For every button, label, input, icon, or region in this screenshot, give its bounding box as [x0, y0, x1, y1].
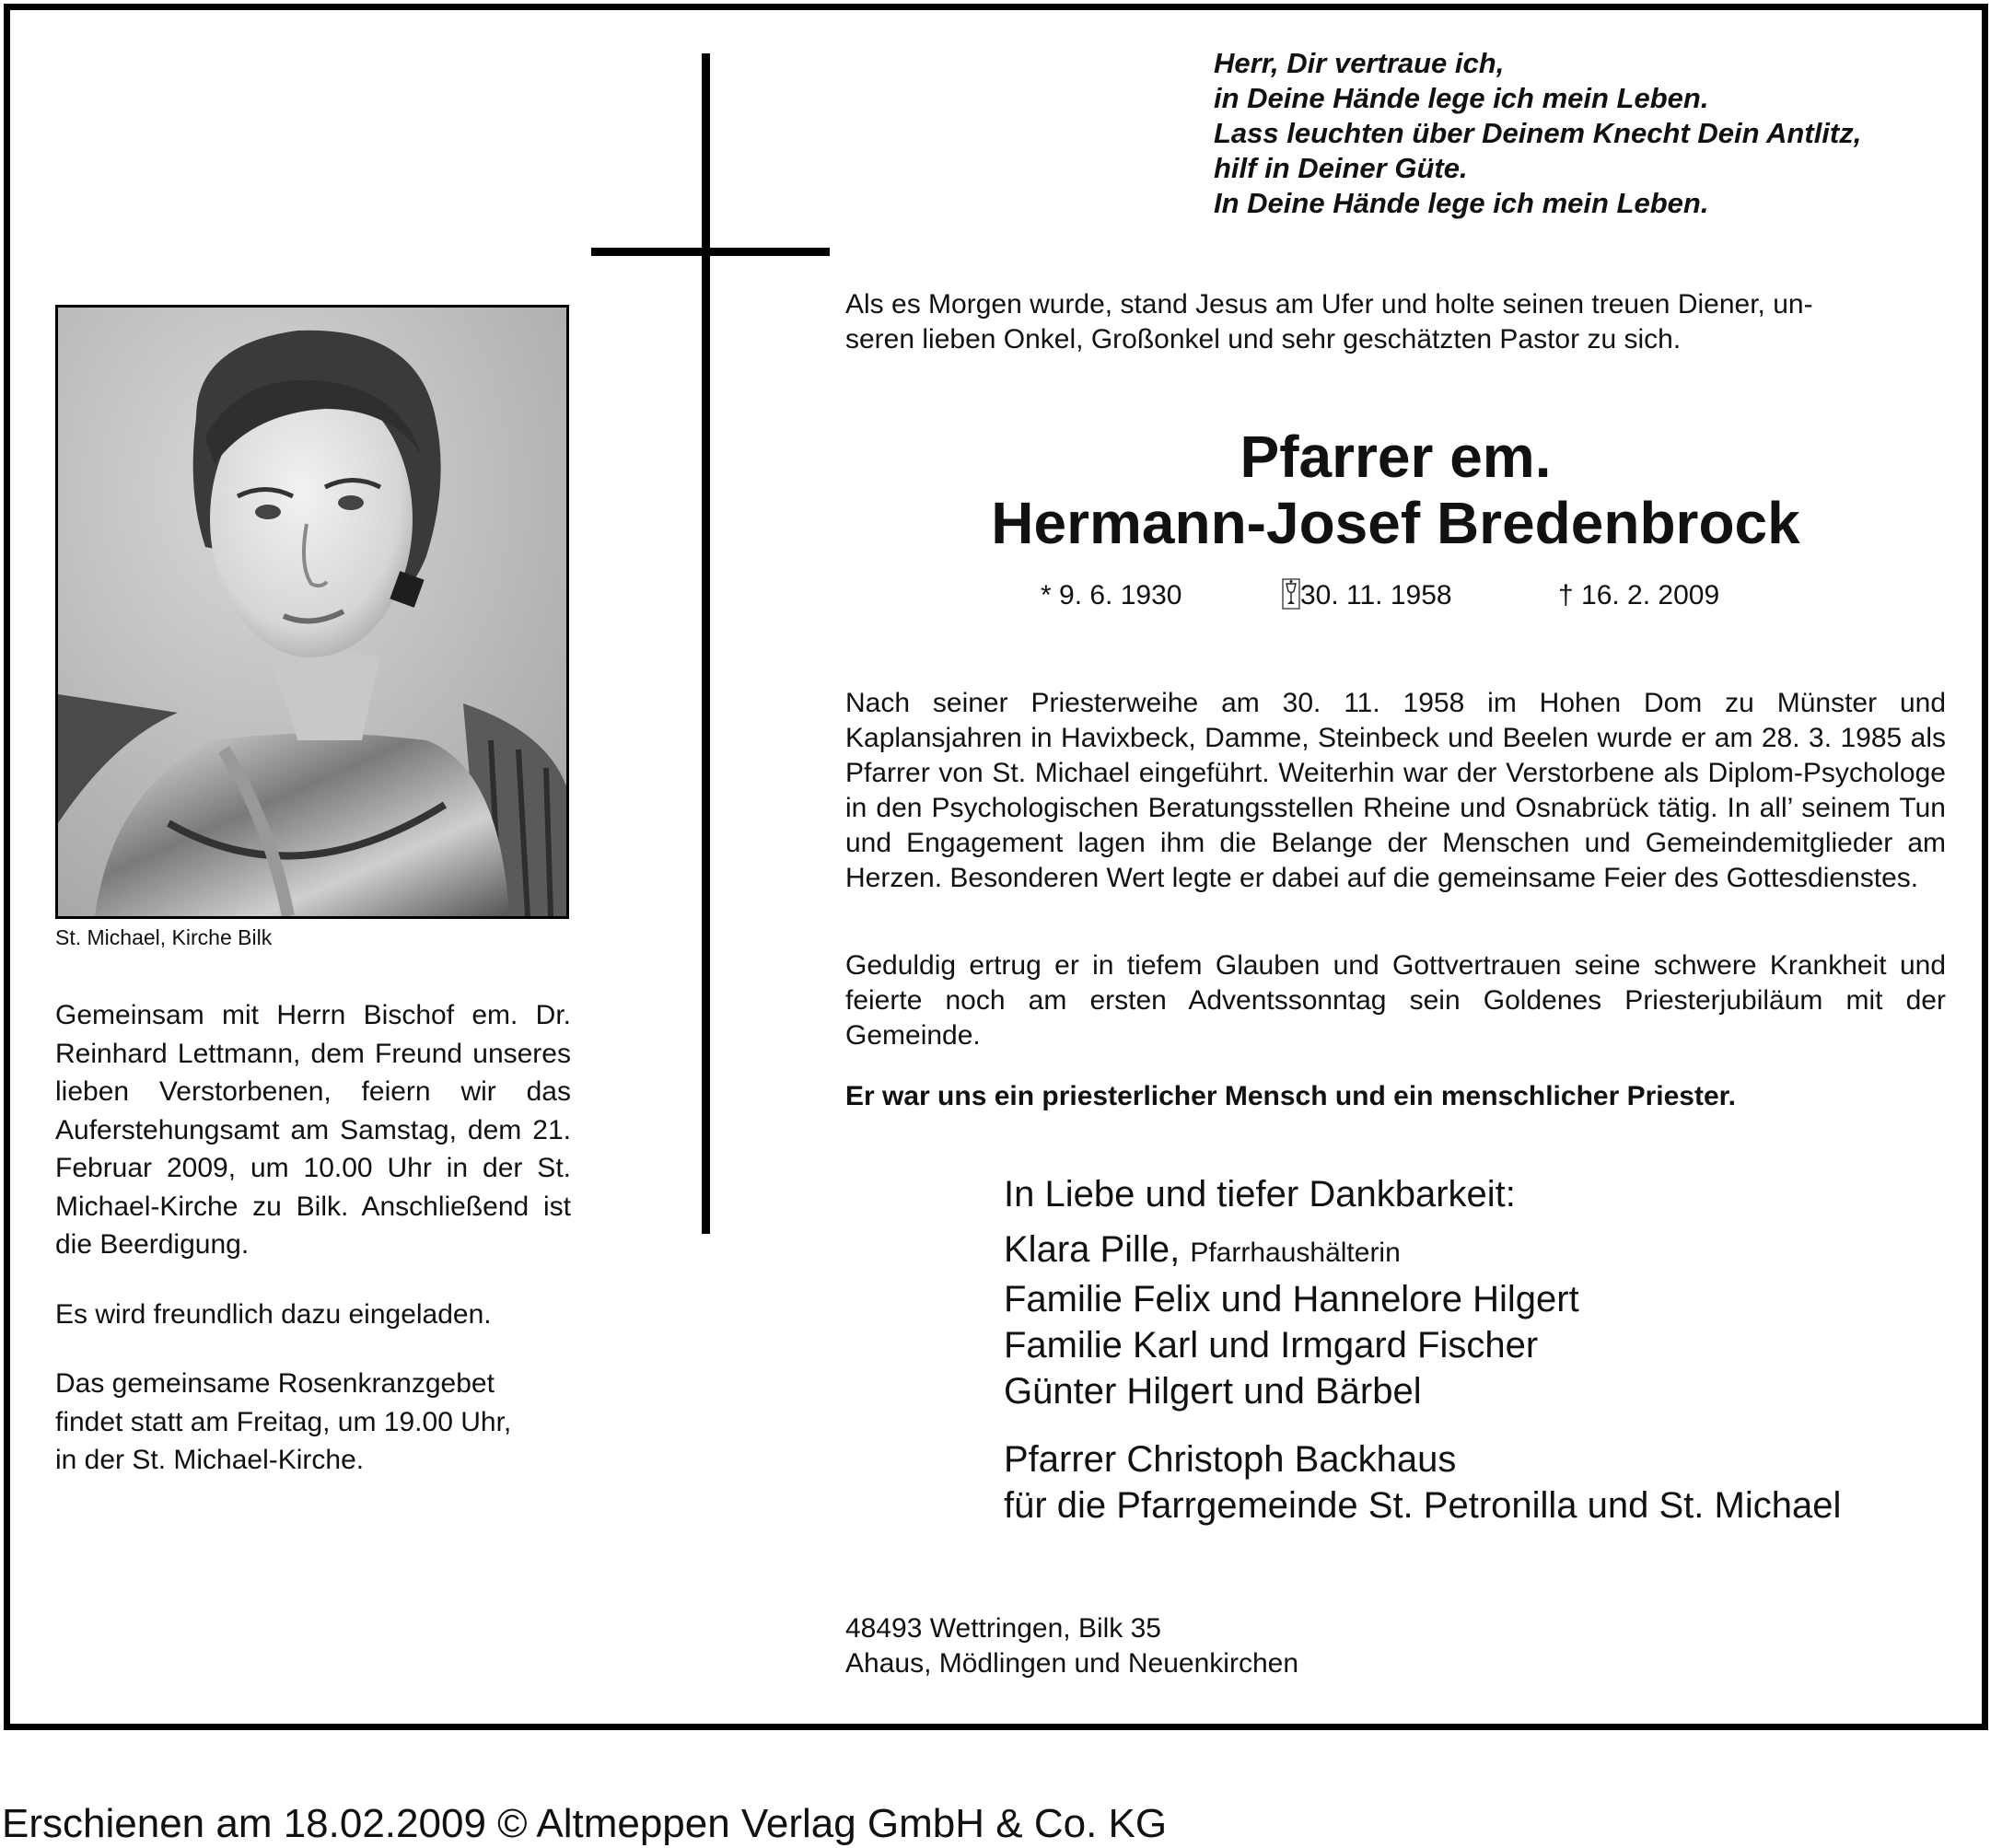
cross-vertical-bar: [702, 53, 710, 1234]
signer-line: Familie Felix und Hannelore Hilgert: [1004, 1279, 1579, 1319]
signer-line: Pfarrer Christoph Backhaus: [1004, 1439, 1457, 1480]
name-line: Hermann-Josef Bredenbrock: [991, 490, 1800, 556]
signer-line: [1004, 1226, 1841, 1276]
verse-line: In Deine Hände lege ich mein Leben.: [1214, 187, 1709, 219]
signer-line: für die Pfarrgemeinde St. Petronilla und St. Michael: [1004, 1485, 1842, 1526]
intro-line: seren lieben Onkel, Großonkel und sehr geschätzten Pastor zu sich.: [845, 324, 1682, 354]
intro-text: [845, 287, 1946, 357]
statue-image: [58, 308, 566, 916]
chalice-icon: [1282, 578, 1300, 613]
verse-line: Lass leuchten über Deinem Knecht Dein Antlitz,: [1214, 117, 1862, 149]
deceased-name: [845, 424, 1946, 556]
signer-line: Günter Hilgert und Bärbel: [1004, 1371, 1422, 1412]
title-line: Pfarrer em.: [1240, 424, 1552, 490]
address-block: [845, 1611, 1298, 1681]
biography-paragraph: Nach seiner Priesterweihe am 30. 11. 1958 im Hohen Dom zu Münster und Kaplansjahren in Havixbeck, Damme, Steinbeck und Beelen wurde er am 28. 3. 1985 als Pfarrer von St. Michael eingeführt. Weiterhin war der Verstorbene als Diplom-Psychologe in den Psychologischen Beratungsstellen Rheine und Osnabrück tätig. In all’ seinem Tun und Engagement lagen ihm die Belange der Menschen und Gemeindemitglieder am Herzen. Besonderen Wert legte er dabei auf die gemeinsame Feier des Gottesdienstes.: [845, 688, 1946, 893]
rosary-line: in der St. Michael-Kirche.: [55, 1445, 365, 1475]
intro-line: Als es Morgen wurde, stand Jesus am Ufer und holte seinen treuen Diener, un-: [845, 289, 1813, 320]
address-line: Ahaus, Mödlingen und Neuenkirchen: [845, 1648, 1298, 1679]
signer-name: Klara Pille,: [1004, 1229, 1181, 1270]
invitation-text: Es wird freundlich dazu eingeladen.: [55, 1298, 492, 1330]
rosary-line: findet statt am Freitag, um 19.00 Uhr,: [55, 1406, 512, 1437]
birth-date: * 9. 6. 1930: [1041, 580, 1182, 610]
service-info: [55, 996, 571, 1511]
ordination-date: 30. 11. 1958: [1300, 580, 1452, 610]
photo-caption: St. Michael, Kirche Bilk: [55, 925, 273, 949]
signer-line: Familie Karl und Irmgard Fischer: [1004, 1325, 1539, 1366]
signers-heading: In Liebe und tiefer Dankbarkeit:: [1004, 1174, 1516, 1215]
verse-line: Herr, Dir vertraue ich,: [1214, 47, 1505, 79]
bible-verse: [1214, 46, 1861, 221]
verse-line: in Deine Hände lege ich mein Leben.: [1214, 82, 1709, 114]
rosary-info: [55, 1365, 571, 1480]
motto-line: Er war uns ein priesterlicher Mensch und ein menschlicher Priester.: [845, 1081, 1737, 1111]
statue-photo: [55, 305, 569, 919]
cross-horizontal-bar: [591, 248, 830, 256]
verse-line: hilf in Deiner Güte.: [1214, 152, 1468, 184]
rosary-line: Das gemeinsame Rosenkranzgebet: [55, 1368, 495, 1399]
signer-role: Pfarrhaushälterin: [1190, 1238, 1401, 1268]
death-date: † 16. 2. 2009: [1558, 580, 1720, 610]
address-line: 48493 Wettringen, Bilk 35: [845, 1613, 1161, 1644]
illness-paragraph: Geduldig ertrug er in tiefem Glauben und Gottvertrauen seine schwere Krankheit und feierte noch am ersten Adventssonntag sein Goldenes Priesterjubiläum mit der Gemeinde.: [845, 950, 1946, 1051]
ordination-date-group: [1282, 578, 1452, 613]
signers-block: [1004, 1171, 1841, 1528]
funeral-details: Gemeinsam mit Herrn Bischof em. Dr. Reinhard Lettmann, dem Freund unseres lieben Verstorbenen, feiern wir das Auferstehungsamt am Samstag, dem 21. Februar 2009, um 10.00 Uhr in der St. Michael-Kirche zu Bilk. Anschließend ist die Beerdigung.: [55, 1000, 571, 1260]
publication-footer: Erschienen am 18.02.2009 © Altmeppen Verlag GmbH & Co. KG: [2, 1801, 1168, 1846]
